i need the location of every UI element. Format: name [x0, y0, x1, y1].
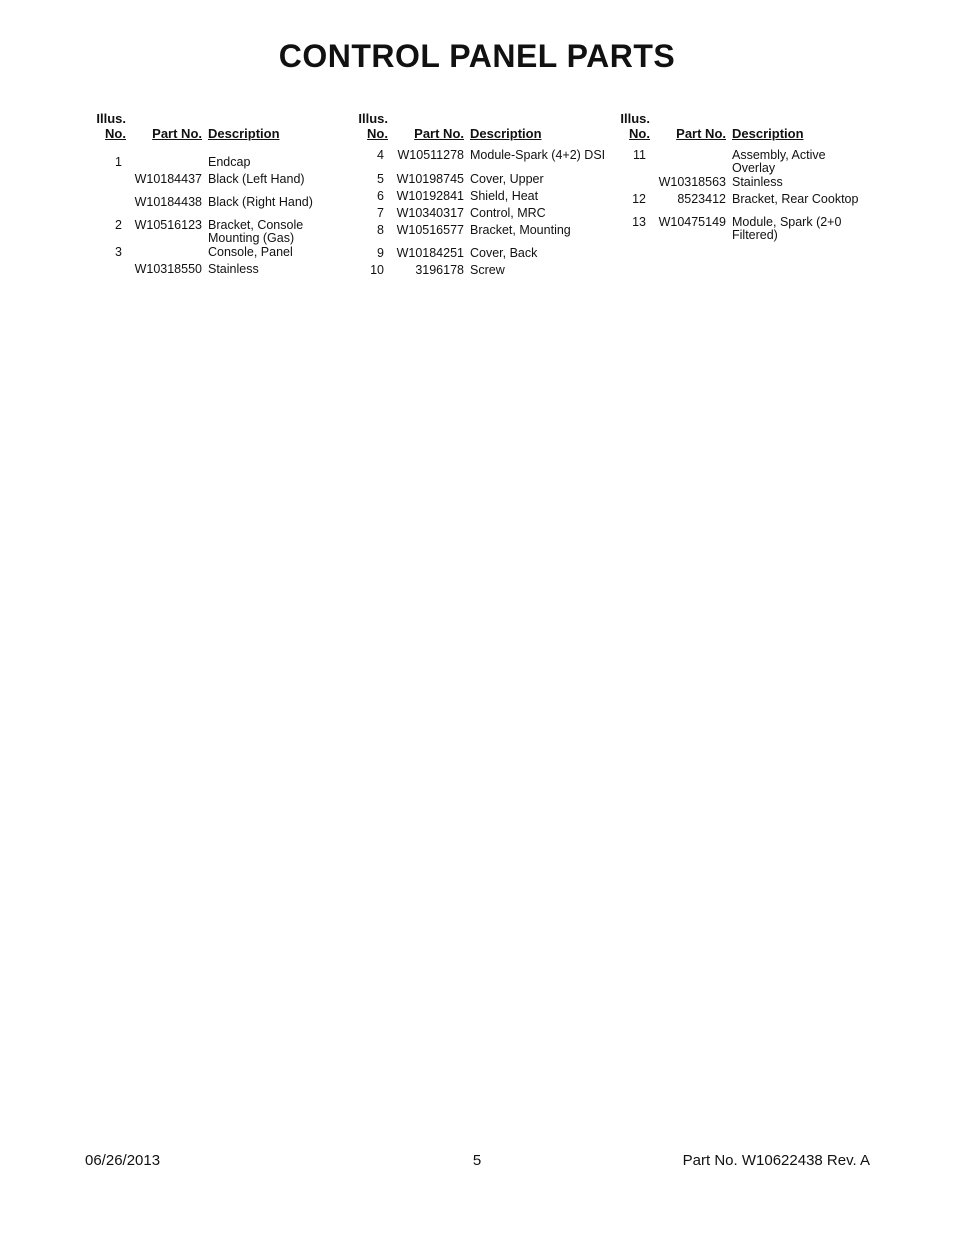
description: Stainless — [208, 262, 259, 276]
part-no: 3196178 — [415, 263, 464, 277]
parts-column-1 — [88, 111, 350, 276]
description: Shield, Heat — [470, 189, 539, 203]
description-line: Module, Spark (2+0 — [732, 215, 842, 229]
footer-page-number: 5 — [472, 1152, 482, 1169]
illus-no: 8 — [377, 223, 384, 237]
parts-column-3 — [612, 111, 874, 242]
column-header — [612, 111, 874, 147]
description: Bracket, Mounting — [470, 223, 571, 237]
illus-header-line2: No. — [367, 126, 388, 141]
description-header: Description — [208, 126, 280, 141]
illus-no: 11 — [633, 148, 646, 162]
description-line: Bracket, Console — [208, 218, 304, 232]
part-no: W10511278 — [397, 148, 464, 162]
description — [732, 149, 882, 175]
illus-no: 4 — [377, 148, 384, 162]
illus-no: 2 — [115, 218, 122, 232]
illus-header-line2: No. — [105, 126, 126, 141]
description: Console, Panel — [208, 245, 293, 259]
footer-date: 06/26/2013 — [85, 1152, 161, 1169]
part-no: W10184437 — [134, 172, 202, 186]
illus-no: 1 — [115, 155, 122, 169]
description — [208, 219, 358, 245]
part-no: W10318550 — [134, 262, 202, 276]
illus-no: 3 — [115, 245, 122, 259]
illus-header-line2: No. — [629, 126, 650, 141]
illus-header-line1: Illus. — [620, 111, 650, 126]
footer-part-number: Part No. W10622438 Rev. A — [682, 1152, 870, 1169]
illus-no: 10 — [370, 263, 384, 277]
illus-header-line1: Illus. — [358, 111, 388, 126]
description — [732, 216, 882, 242]
illus-no: 5 — [377, 172, 384, 186]
illus-no: 9 — [377, 246, 384, 260]
description: Bracket, Rear Cooktop — [732, 192, 859, 206]
column-header — [350, 111, 612, 147]
description: Black (Right Hand) — [208, 195, 313, 209]
description: Endcap — [208, 155, 251, 169]
illus-header — [88, 111, 126, 141]
part-no-header: Part No. — [676, 126, 726, 141]
part-no: W10192841 — [396, 189, 464, 203]
description: Cover, Upper — [470, 172, 544, 186]
column-header — [88, 111, 350, 147]
description-line: Assembly, Active — [732, 148, 826, 162]
description-header: Description — [732, 126, 804, 141]
description-line: Filtered) — [732, 228, 778, 242]
illus-no: 13 — [632, 215, 646, 229]
part-no: W10516577 — [396, 223, 464, 237]
description: Stainless — [732, 175, 783, 189]
part-no: W10318563 — [658, 175, 726, 189]
illus-header — [350, 111, 388, 141]
illus-no: 12 — [632, 192, 646, 206]
description: Module-Spark (4+2) DSI — [470, 148, 606, 162]
part-no-header: Part No. — [152, 126, 202, 141]
description-line: Overlay — [732, 161, 776, 175]
part-no: W10516123 — [134, 218, 202, 232]
description: Black (Left Hand) — [208, 172, 305, 186]
part-no-header: Part No. — [414, 126, 464, 141]
part-no: W10340317 — [396, 206, 464, 220]
part-no: 8523412 — [677, 192, 726, 206]
description: Screw — [470, 263, 505, 277]
illus-header-line1: Illus. — [96, 111, 126, 126]
illus-no: 6 — [377, 189, 384, 203]
part-no: W10475149 — [658, 215, 726, 229]
description-header: Description — [470, 126, 542, 141]
description-line: Mounting (Gas) — [208, 231, 295, 245]
illus-no: 7 — [377, 206, 384, 220]
illus-header — [612, 111, 650, 141]
part-no: W10198745 — [396, 172, 464, 186]
description: Cover, Back — [470, 246, 538, 260]
part-no: W10184438 — [134, 195, 202, 209]
description: Control, MRC — [470, 206, 546, 220]
parts-column-2 — [350, 111, 612, 277]
part-no: W10184251 — [396, 246, 464, 260]
page-title: CONTROL PANEL PARTS — [278, 38, 676, 74]
